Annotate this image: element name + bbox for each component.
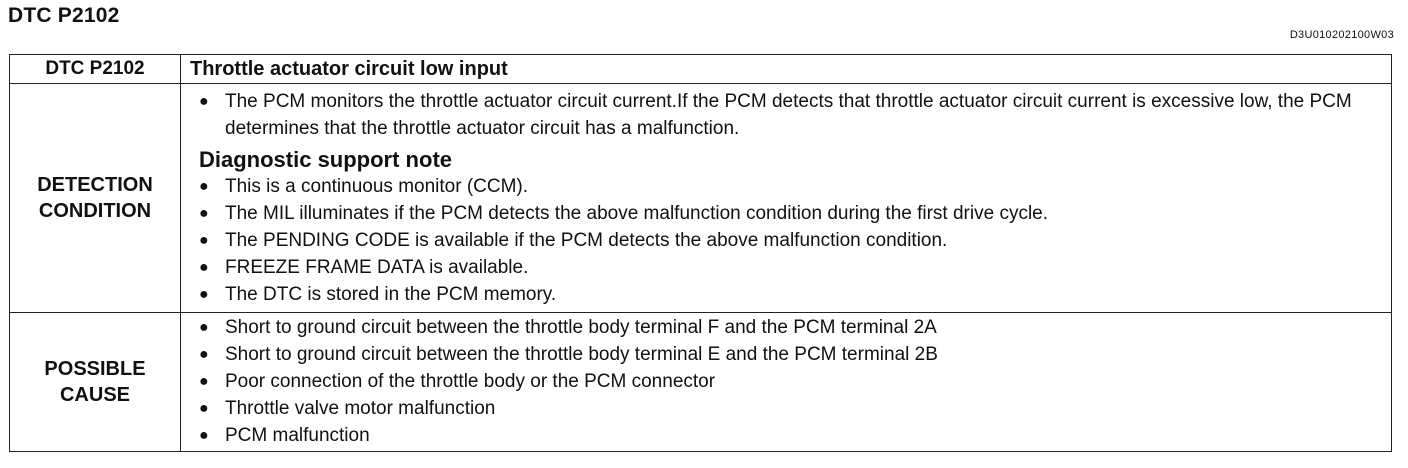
list-item-text: Poor connection of the throttle body or the PCM connector bbox=[225, 371, 716, 392]
list-item bbox=[199, 281, 1391, 308]
table-header-row bbox=[10, 55, 1392, 84]
dtc-description-cell: Throttle actuator circuit low input bbox=[181, 55, 1392, 84]
detection-condition-content bbox=[181, 84, 1392, 313]
bullet-icon: ● bbox=[199, 319, 209, 336]
list-item bbox=[199, 368, 1391, 395]
list-item-text: Short to ground circuit between the throttle body terminal E and the PCM terminal 2B bbox=[225, 344, 938, 365]
dtc-code-cell: DTC P2102 bbox=[10, 55, 181, 84]
list-item bbox=[199, 227, 1391, 254]
cause-label-line1: POSSIBLE bbox=[44, 358, 146, 380]
bullet-icon: ● bbox=[199, 346, 209, 363]
bullet-icon: ● bbox=[199, 427, 209, 444]
list-item-text: Throttle valve motor malfunction bbox=[225, 398, 496, 419]
list-item bbox=[199, 422, 1391, 449]
detection-intro-list bbox=[181, 86, 1391, 146]
list-item-text: The MIL illuminates if the PCM detects the above malfunction condition during the first drive cycle. bbox=[225, 203, 1049, 224]
possible-cause-list bbox=[181, 313, 1391, 451]
diagnostic-note-title: Diagnostic support note bbox=[199, 147, 452, 172]
detection-label-line2: CONDITION bbox=[38, 200, 152, 222]
bullet-icon: ● bbox=[199, 286, 209, 303]
list-item-text: Short to ground circuit between the throttle body terminal F and the PCM terminal 2A bbox=[225, 317, 937, 338]
dtc-table bbox=[9, 54, 1392, 452]
diagnostic-note-list bbox=[181, 173, 1391, 312]
list-item-text: The DTC is stored in the PCM memory. bbox=[225, 284, 557, 305]
list-item bbox=[199, 173, 1391, 200]
bullet-icon: ● bbox=[199, 373, 209, 390]
list-item-text: The PENDING CODE is available if the PCM detects the above malfunction condition. bbox=[225, 230, 948, 251]
bullet-icon: ● bbox=[199, 232, 209, 249]
detection-condition-label bbox=[10, 84, 181, 313]
list-item bbox=[199, 200, 1391, 227]
document-code: D3U010202100W03 bbox=[1289, 29, 1394, 41]
list-item-text: The PCM monitors the throttle actuator circuit current.If the PCM detects that throttle actuator circuit current is excessive low, the PCM determines that the throttle actuator circuit has a malfunction. bbox=[225, 91, 1352, 139]
list-item bbox=[199, 88, 1391, 142]
detection-condition-row bbox=[10, 84, 1392, 313]
list-item bbox=[199, 395, 1391, 422]
cause-label-line2: CAUSE bbox=[59, 384, 130, 406]
list-item bbox=[199, 254, 1391, 281]
bullet-icon: ● bbox=[199, 259, 209, 276]
bullet-icon: ● bbox=[199, 93, 209, 110]
list-item-text: This is a continuous monitor (CCM). bbox=[225, 176, 529, 197]
list-item-text: FREEZE FRAME DATA is available. bbox=[225, 257, 529, 278]
page-title: DTC P2102 bbox=[8, 4, 120, 27]
possible-cause-content bbox=[181, 313, 1392, 452]
bullet-icon: ● bbox=[199, 205, 209, 222]
list-item-text: PCM malfunction bbox=[225, 425, 370, 446]
bullet-icon: ● bbox=[199, 178, 209, 195]
detection-label-line1: DETECTION bbox=[37, 174, 153, 196]
list-item bbox=[199, 314, 1391, 341]
bullet-icon: ● bbox=[199, 400, 209, 417]
possible-cause-row bbox=[10, 313, 1392, 452]
possible-cause-label bbox=[10, 313, 181, 452]
list-item bbox=[199, 341, 1391, 368]
